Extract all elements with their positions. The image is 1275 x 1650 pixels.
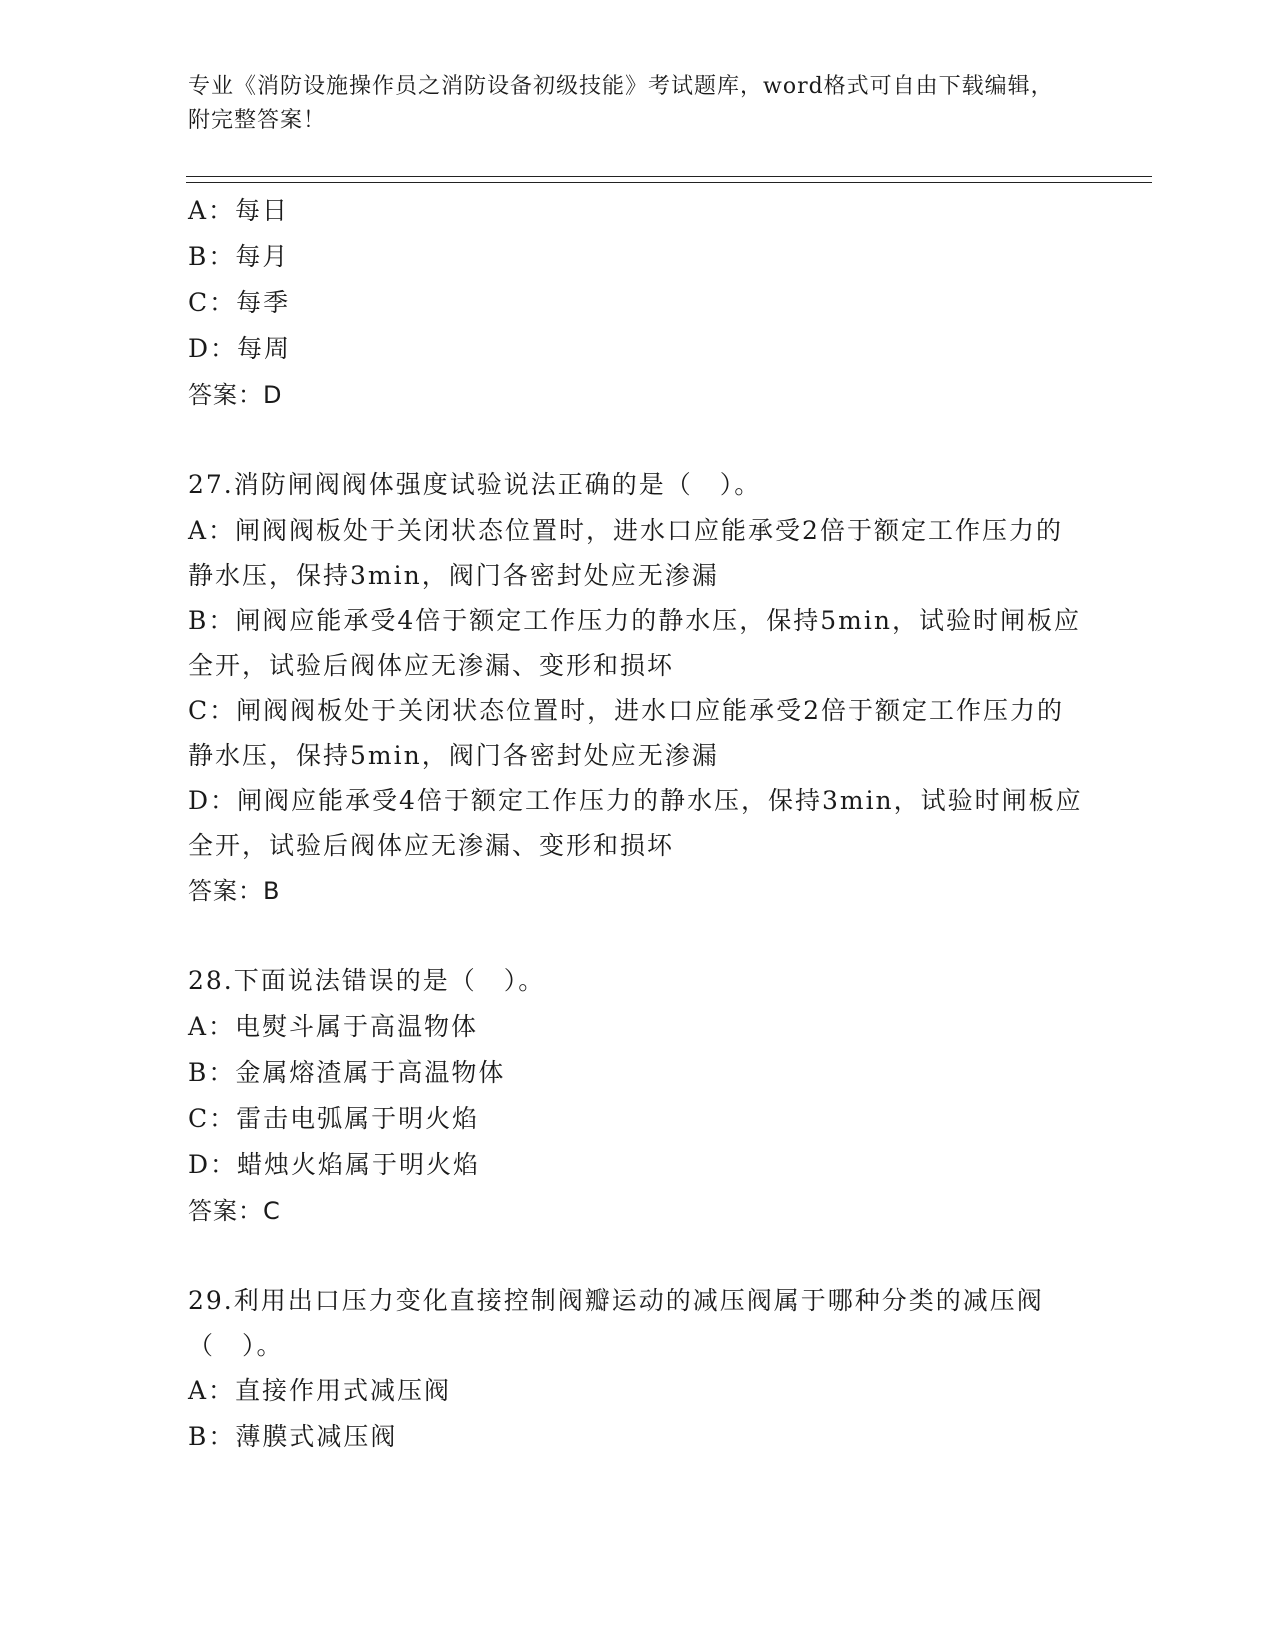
option-d: D：闸阀应能承受4倍于额定工作压力的静水压，保持3min，试验时闸板应全开，试验后阀体应无渗漏、变形和损坏 <box>188 786 1083 860</box>
question-stem: 29.利用出口压力变化直接控制阀瓣运动的减压阀属于哪种分类的减压阀（ ）。 <box>188 1286 1044 1360</box>
header-divider-bottom <box>186 182 1152 183</box>
option-c: C：每季 <box>188 288 291 317</box>
option-c: C：闸阀阀板处于关闭状态位置时，进水口应能承受2倍于额定工作压力的静水压，保持5min，阀门各密封处应无渗漏 <box>188 696 1065 770</box>
option-a: A：每日 <box>188 196 290 225</box>
question-stem: 27.消防闸阀阀体强度试验说法正确的是（ ）。 <box>188 470 762 499</box>
option-a: A：电熨斗属于高温物体 <box>188 1012 479 1041</box>
answer: 答案：C <box>188 1197 281 1225</box>
option-a: A：闸阀阀板处于关闭状态位置时，进水口应能承受2倍于额定工作压力的静水压，保持3min，阀门各密封处应无渗漏 <box>188 516 1063 590</box>
option-b: B：薄膜式减压阀 <box>188 1422 398 1451</box>
option-b: B：每月 <box>188 242 290 271</box>
document-header: 专业《消防设施操作员之消防设备初级技能》考试题库，word格式可自由下载编辑，附完整答案！ <box>188 74 1054 133</box>
question-block-27 <box>188 462 1088 914</box>
option-d: D：蜡烛火焰属于明火焰 <box>188 1150 481 1179</box>
option-b: B：闸阀应能承受4倍于额定工作压力的静水压，保持5min，试验时闸板应全开，试验后阀体应无渗漏、变形和损坏 <box>188 606 1081 680</box>
option-b: B：金属熔渣属于高温物体 <box>188 1058 506 1087</box>
question-content <box>188 188 1088 1460</box>
option-a: A：直接作用式减压阀 <box>188 1376 452 1405</box>
question-block-29 <box>188 1278 1088 1460</box>
header-divider-top <box>186 176 1152 177</box>
question-stem: 28.下面说法错误的是（ ）。 <box>188 966 546 995</box>
option-d: D：每周 <box>188 334 292 363</box>
option-c: C：雷击电弧属于明火焰 <box>188 1104 480 1133</box>
question-block-26 <box>188 188 1088 418</box>
answer: 答案：B <box>188 877 281 905</box>
answer: 答案：D <box>188 381 283 409</box>
question-block-28 <box>188 958 1088 1234</box>
